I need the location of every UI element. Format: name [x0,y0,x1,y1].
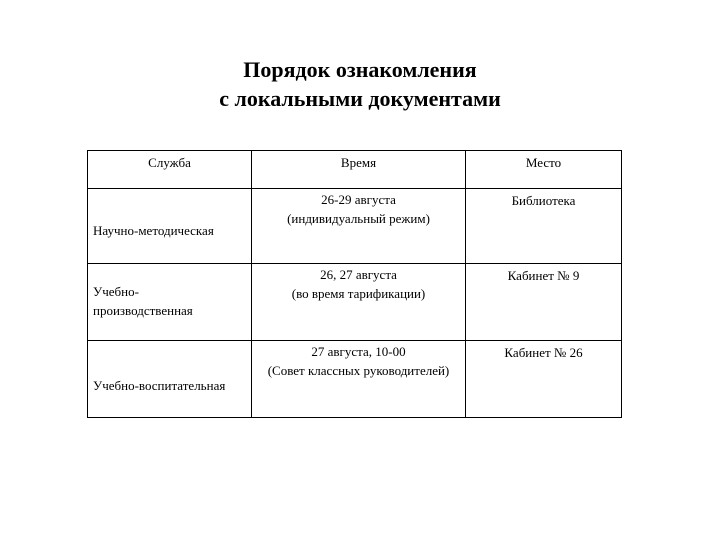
place-cell: Кабинет № 26 [466,341,622,418]
header-time: Время [252,151,466,189]
place-cell: Библиотека [466,189,622,264]
table-row [88,264,622,341]
time-date: 26-29 августа [321,192,396,207]
time-cell [252,341,466,418]
schedule-table [87,150,622,418]
header-service: Служба [88,151,252,189]
table-row [88,341,622,418]
place-cell: Кабинет № 9 [466,264,622,341]
service-cell [88,264,252,341]
service-cell [88,189,252,264]
time-note: (Совет классных руководителей) [267,363,450,378]
service-name: Научно-методическая [93,223,214,238]
time-cell [252,264,466,341]
header-place: Место [466,151,622,189]
time-cell [252,189,466,264]
service-cell [88,341,252,418]
time-date: 26, 27 августа [320,267,397,282]
time-note: (индивидуальный режим) [287,211,430,226]
service-name: Учебно-воспитательная [93,378,226,393]
service-name: Учебно- [93,284,139,299]
time-date: 27 августа, 10-00 [311,344,406,359]
page-title [0,55,720,113]
table-row [88,189,622,264]
time-note: (во время тарификации) [291,286,426,301]
title-line-2: с локальными документами [219,86,501,111]
service-name-cont: производственная [93,303,193,318]
title-line-1: Порядок ознакомления [243,57,477,82]
table-header-row [88,151,622,189]
